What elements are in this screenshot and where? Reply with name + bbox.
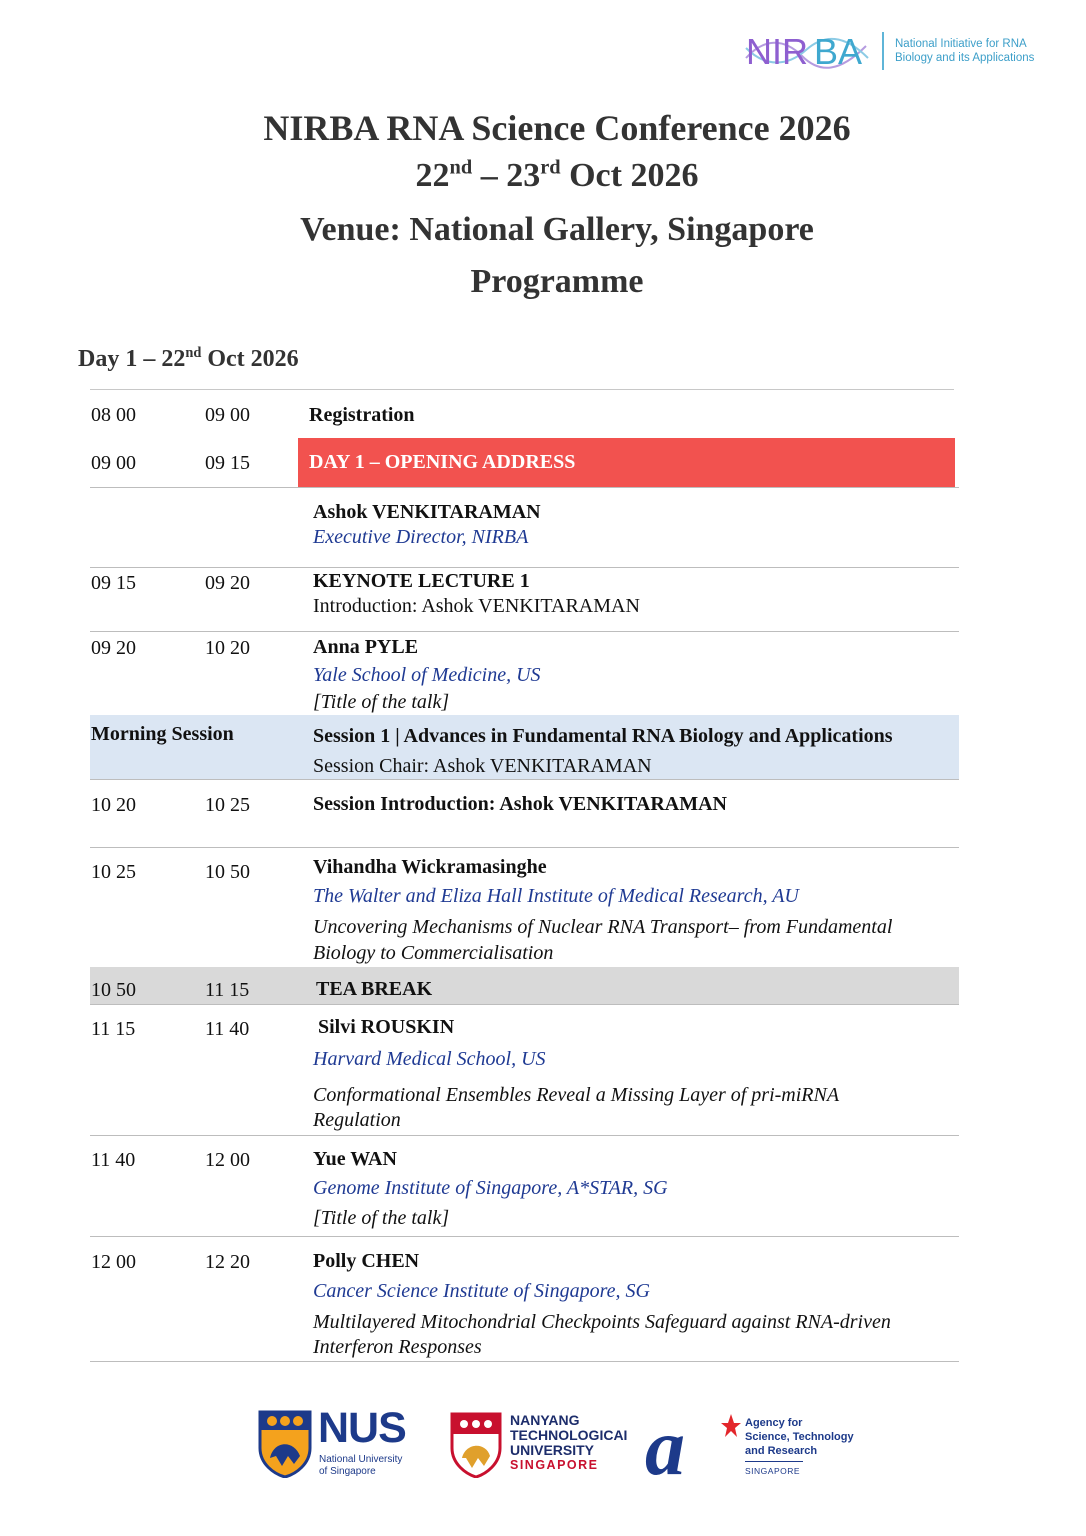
table-row <box>90 390 959 438</box>
nirba-logo-mark <box>744 28 878 74</box>
speaker-affiliation: Harvard Medical School, US <box>313 1048 546 1070</box>
day-heading: Day 1 – 22nd Oct 2026 <box>78 345 299 372</box>
speaker-affiliation: Yale School of Medicine, US <box>313 664 541 686</box>
conference-venue: Venue: National Gallery, Singapore <box>300 211 814 248</box>
svg-text:BA: BA <box>814 31 863 72</box>
astar-logo <box>645 1410 875 1486</box>
speaker-name: Anna PYLE <box>313 636 419 658</box>
start-time: 11 15 <box>91 1018 136 1040</box>
speaker-name: Yue WAN <box>313 1148 397 1170</box>
table-row <box>90 1005 959 1136</box>
table-row <box>90 1136 959 1237</box>
svg-text:NIR: NIR <box>746 31 808 72</box>
row-title: TEA BREAK <box>316 978 433 1000</box>
speaker-block <box>313 500 951 550</box>
session-label: Morning Session <box>91 723 234 745</box>
break-row <box>90 967 959 1005</box>
row-title: KEYNOTE LECTURE 1 <box>313 570 530 592</box>
table-row <box>90 848 959 967</box>
nus-crest-icon <box>258 1410 312 1478</box>
session-row <box>90 715 959 780</box>
speaker-name: Ashok VENKITARAMAN <box>313 501 541 523</box>
title-block <box>0 104 1086 306</box>
svg-text:a: a <box>645 1410 685 1482</box>
session-title: Session 1 | Advances in Fundamental RNA Biology and Applications <box>313 725 893 747</box>
conference-dates: 22nd – 23rd Oct 2026 <box>415 156 699 194</box>
nirba-logo <box>744 28 1064 74</box>
start-time: 10 25 <box>91 861 136 883</box>
astar-country: SINGAPORE <box>745 1466 801 1476</box>
programme-table <box>90 390 959 1362</box>
astar-mark-icon <box>645 1410 741 1482</box>
conference-title: NIRBA RNA Science Conference 2026 <box>263 108 851 148</box>
programme-heading: Programme <box>470 263 644 300</box>
speaker-affiliation: Genome Institute of Singapore, A*STAR, SG <box>313 1177 668 1199</box>
tagline-line2: Biology and its Applications <box>895 52 1035 64</box>
speaker-block <box>313 1248 951 1357</box>
speaker-block <box>313 1013 951 1131</box>
end-time: 10 25 <box>205 794 250 816</box>
ntu-logo <box>450 1412 640 1482</box>
end-time: 12 20 <box>205 1251 250 1273</box>
talk-title: [Title of the talk] <box>313 1207 450 1229</box>
talk-title-line1: Multilayered Mitochondrial Checkpoints Safeguard against RNA-driven <box>313 1311 891 1333</box>
astar-wordmark: Agency for Science, Technology and Research <box>745 1417 854 1457</box>
row-title: Registration <box>309 404 415 426</box>
tagline-line1: National Initiative for RNA <box>895 38 1027 50</box>
start-time: 10 50 <box>91 979 136 1001</box>
divider <box>745 1461 803 1462</box>
table-row <box>90 1237 959 1362</box>
end-time: 10 20 <box>205 637 250 659</box>
opening-address-banner <box>298 438 955 487</box>
table-row <box>90 632 959 715</box>
row-subtitle: Introduction: Ashok VENKITARAMAN <box>313 595 640 617</box>
talk-title: [Title of the talk] <box>313 691 450 713</box>
logo-divider <box>882 32 884 70</box>
nirba-tagline <box>895 37 1034 65</box>
end-time: 09 20 <box>205 572 250 594</box>
keynote-block <box>313 569 951 619</box>
start-time: 10 20 <box>91 794 136 816</box>
table-row <box>90 488 959 568</box>
session-chair: Session Chair: Ashok VENKITARAMAN <box>313 755 652 777</box>
table-row <box>90 568 959 632</box>
nus-wordmark: NUS <box>318 1404 406 1452</box>
speaker-name: Vihandha Wickramasinghe <box>313 856 547 878</box>
start-time: 09 00 <box>91 452 136 474</box>
end-time: 12 00 <box>205 1149 250 1171</box>
nus-logo <box>258 1404 418 1480</box>
speaker-block <box>313 1146 951 1232</box>
start-time: 11 40 <box>91 1149 136 1171</box>
speaker-name: Silvi ROUSKIN <box>318 1016 455 1038</box>
speaker-block <box>313 634 951 713</box>
talk-title-line2: Biology to Commercialisation <box>313 942 554 964</box>
end-time: 10 50 <box>205 861 250 883</box>
speaker-affiliation: Executive Director, NIRBA <box>313 526 529 548</box>
row-title: DAY 1 – OPENING ADDRESS <box>309 451 576 473</box>
end-time: 09 15 <box>205 452 250 474</box>
nus-subtitle: National University of Singapore <box>319 1454 403 1477</box>
talk-title-line2: Interferon Responses <box>313 1336 482 1358</box>
speaker-name: Polly CHEN <box>313 1250 420 1272</box>
start-time: 12 00 <box>91 1251 136 1273</box>
talk-title-line1: Conformational Ensembles Reveal a Missing Layer of pri-miRNA <box>313 1084 840 1106</box>
start-time: 08 00 <box>91 404 136 426</box>
table-row <box>90 438 959 488</box>
speaker-affiliation: Cancer Science Institute of Singapore, SG <box>313 1280 650 1302</box>
ntu-wordmark: NANYANG TECHNOLOGICAI UNIVERSITY SINGAPORE <box>510 1412 628 1472</box>
talk-title-line2: Regulation <box>313 1109 401 1131</box>
row-title: Session Introduction: Ashok VENKITARAMAN <box>313 793 727 815</box>
start-time: 09 15 <box>91 572 136 594</box>
sponsor-logos <box>0 1400 1086 1490</box>
end-time: 11 40 <box>205 1018 250 1040</box>
ntu-crest-icon <box>450 1412 502 1478</box>
table-row <box>90 780 959 848</box>
start-time: 09 20 <box>91 637 136 659</box>
session-block <box>313 721 951 781</box>
talk-title-line1: Uncovering Mechanisms of Nuclear RNA Transport– from Fundamental <box>313 916 893 938</box>
end-time: 09 00 <box>205 404 250 426</box>
speaker-affiliation: The Walter and Eliza Hall Institute of Medical Research, AU <box>313 885 799 907</box>
speaker-block <box>313 854 951 963</box>
end-time: 11 15 <box>205 979 250 1001</box>
